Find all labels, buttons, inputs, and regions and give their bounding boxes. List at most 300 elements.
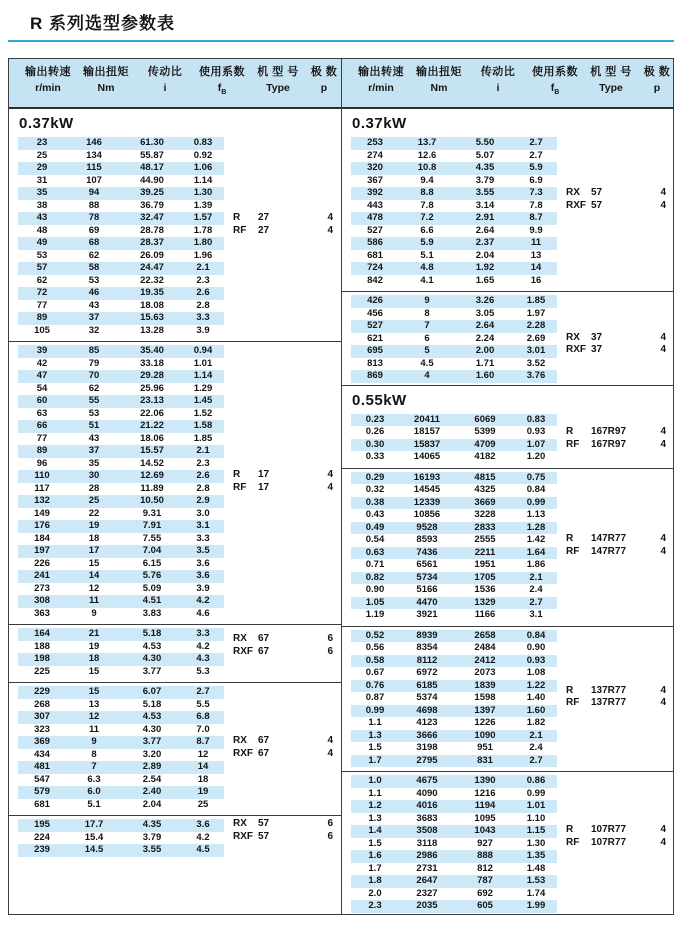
table-cell: 605 bbox=[477, 900, 493, 911]
table-row bbox=[18, 736, 224, 749]
table-row bbox=[18, 312, 224, 325]
table-cell: 89 bbox=[36, 445, 48, 456]
column-header-unit: r/min bbox=[368, 81, 394, 94]
table-cell: 2.28 bbox=[526, 320, 546, 331]
table-cell: 37 bbox=[88, 445, 100, 456]
table-cell: 4.35 bbox=[475, 162, 495, 173]
type-label bbox=[566, 824, 666, 849]
table-cell: 1.22 bbox=[526, 679, 546, 691]
table-cell: 18 bbox=[88, 532, 100, 544]
table-row bbox=[18, 225, 224, 238]
table-cell: 5.1 bbox=[87, 798, 101, 810]
table-cell: 0.30 bbox=[365, 438, 385, 450]
table-cell: 3228 bbox=[474, 509, 496, 520]
table-cell: 5 bbox=[424, 345, 430, 356]
table-cell: 481 bbox=[34, 761, 50, 772]
table-row bbox=[18, 150, 224, 163]
table-cell: 6.0 bbox=[87, 786, 101, 797]
table-cell: 43 bbox=[88, 299, 100, 311]
table-row bbox=[351, 888, 557, 901]
table-cell: 22.06 bbox=[140, 407, 164, 419]
table-cell: 3921 bbox=[416, 609, 438, 620]
table-cell: 32.47 bbox=[140, 212, 164, 223]
table-row bbox=[351, 630, 557, 643]
type-label bbox=[233, 735, 333, 760]
table-cell: 25 bbox=[36, 149, 48, 161]
table-cell: 18157 bbox=[413, 426, 441, 437]
table-cell: 2.1 bbox=[529, 571, 543, 583]
table-cell: 10856 bbox=[413, 509, 441, 520]
table-cell: 149 bbox=[34, 507, 50, 519]
table-cell: 8939 bbox=[416, 629, 438, 641]
table-cell: 6.8 bbox=[196, 711, 210, 722]
table-cell: 4.3 bbox=[196, 653, 210, 664]
column-header-unit: $f_B$ bbox=[217, 81, 227, 97]
table-cell: 2.37 bbox=[475, 237, 495, 248]
table-row bbox=[351, 484, 557, 497]
type-label bbox=[566, 533, 666, 558]
table-cell: 3508 bbox=[416, 825, 438, 836]
table-cell: 1.96 bbox=[193, 249, 213, 261]
table-cell: 8.7 bbox=[529, 212, 543, 223]
table-cell: 2.00 bbox=[475, 345, 495, 356]
table-cell: 1.01 bbox=[526, 800, 546, 811]
table-cell: 0.84 bbox=[526, 629, 546, 641]
table-cell: 2.9 bbox=[196, 495, 210, 506]
table-cell: 94 bbox=[88, 187, 100, 198]
table-cell: 6.9 bbox=[529, 174, 543, 186]
table-cell: 44.90 bbox=[140, 174, 164, 186]
table-cell: 15 bbox=[88, 686, 100, 697]
table-row bbox=[18, 583, 224, 596]
table-row bbox=[18, 420, 224, 433]
table-cell: 22 bbox=[88, 507, 100, 519]
type-model: 67 bbox=[258, 747, 270, 759]
table-cell: 1.82 bbox=[526, 717, 546, 728]
table-cell: 35 bbox=[36, 187, 48, 198]
table-cell: 0.38 bbox=[365, 496, 385, 508]
table-cell: 1.10 bbox=[526, 812, 546, 824]
table-cell: 3.77 bbox=[142, 665, 162, 677]
type-label-line bbox=[233, 482, 333, 495]
table-cell: 2.4 bbox=[529, 742, 543, 753]
table-cell: 15.57 bbox=[140, 445, 164, 456]
table-cell: 38 bbox=[36, 199, 48, 211]
table-cell: 1.92 bbox=[475, 262, 495, 273]
table-cell: 19 bbox=[88, 640, 100, 652]
table-cell: 2.89 bbox=[142, 761, 162, 772]
column-header-zh: 机 型 号 bbox=[257, 65, 299, 78]
table-row bbox=[18, 470, 224, 483]
table-cell: 4.6 bbox=[196, 607, 210, 619]
type-label-line bbox=[233, 633, 333, 646]
table-cell: 48.17 bbox=[140, 162, 164, 173]
table-cell: 3.3 bbox=[196, 532, 210, 544]
table-cell: 72 bbox=[36, 287, 48, 298]
table-cell: 35.40 bbox=[140, 345, 164, 356]
table-cell: 17.7 bbox=[84, 819, 104, 830]
table-cell: 4.2 bbox=[196, 640, 210, 652]
table-cell: 1.48 bbox=[526, 862, 546, 874]
table-row bbox=[351, 730, 557, 743]
table-cell: 268 bbox=[34, 698, 50, 710]
poles-value: 4 bbox=[660, 426, 666, 437]
data-block bbox=[9, 624, 341, 680]
table-cell: 2.6 bbox=[196, 470, 210, 481]
table-cell: 2.7 bbox=[529, 596, 543, 608]
table-cell: 12 bbox=[88, 582, 100, 594]
table-cell: 0.99 bbox=[365, 704, 385, 716]
table-cell: 7.91 bbox=[142, 520, 162, 531]
table-cell: 146 bbox=[86, 137, 102, 148]
table-cell: 25.96 bbox=[140, 382, 164, 394]
table-cell: 57 bbox=[36, 262, 48, 273]
table-cell: 0.33 bbox=[365, 451, 385, 462]
table-row bbox=[18, 445, 224, 458]
table-cell: 1.5 bbox=[368, 742, 382, 753]
table-cell: 105 bbox=[34, 324, 50, 336]
table-row bbox=[18, 262, 224, 275]
table-cell: 3.55 bbox=[475, 187, 495, 198]
table-cell: 24.47 bbox=[140, 262, 164, 273]
column-header-unit: i bbox=[496, 81, 500, 94]
data-block bbox=[342, 135, 673, 289]
table-row bbox=[18, 458, 224, 471]
table-cell: 78 bbox=[88, 212, 100, 223]
table-cell: 0.92 bbox=[193, 149, 213, 161]
column-header-zh: 输出转速 bbox=[25, 65, 71, 78]
table-row bbox=[351, 497, 557, 510]
table-cell: 28.37 bbox=[140, 237, 164, 248]
poles-value: 4 bbox=[327, 747, 333, 759]
table-cell: 6185 bbox=[416, 679, 438, 691]
table-cell: 2.54 bbox=[142, 773, 162, 785]
table-cell: 0.23 bbox=[365, 413, 385, 425]
type-label bbox=[233, 469, 333, 494]
table-cell: 14 bbox=[88, 570, 100, 581]
table-cell: 1.85 bbox=[193, 432, 213, 444]
table-cell: 4815 bbox=[474, 471, 496, 483]
table-cell: 63 bbox=[36, 407, 48, 419]
column-header-unit: i bbox=[163, 81, 167, 94]
table-cell: 1.42 bbox=[526, 534, 546, 545]
table-cell: 39 bbox=[36, 345, 48, 356]
type-label-line bbox=[566, 824, 666, 837]
column-header-zh: 输出转速 bbox=[358, 65, 404, 78]
table-cell: 2412 bbox=[474, 654, 496, 666]
table-cell: 5.18 bbox=[142, 698, 162, 710]
table-row bbox=[18, 666, 224, 679]
table-cell: 2.1 bbox=[529, 729, 543, 741]
type-label bbox=[233, 818, 333, 843]
table-cell: 19 bbox=[197, 786, 209, 797]
table-cell: 18 bbox=[197, 773, 209, 785]
table-cell: 1.78 bbox=[193, 224, 213, 236]
table-cell: 39.25 bbox=[140, 187, 164, 198]
table-cell: 1.3 bbox=[368, 729, 382, 741]
table-cell: 46 bbox=[88, 287, 100, 298]
table-cell: 13 bbox=[530, 249, 542, 261]
table-cell: 6069 bbox=[474, 413, 496, 425]
table-cell: 6.6 bbox=[420, 224, 434, 236]
table-cell: 787 bbox=[477, 875, 493, 886]
table-row bbox=[351, 262, 557, 275]
table-row bbox=[18, 774, 224, 787]
table-cell: 2035 bbox=[416, 900, 438, 911]
table-row bbox=[18, 300, 224, 313]
table-cell: 2.40 bbox=[142, 786, 162, 797]
table-cell: 16 bbox=[530, 274, 542, 286]
table-cell: 2647 bbox=[416, 875, 438, 886]
table-cell: 426 bbox=[367, 295, 383, 306]
table-row bbox=[351, 175, 557, 188]
table-cell: 0.86 bbox=[526, 775, 546, 786]
table-cell: 0.76 bbox=[365, 679, 385, 691]
table-cell: 478 bbox=[367, 212, 383, 223]
column-header-unit: p bbox=[653, 81, 661, 94]
table-row bbox=[351, 667, 557, 680]
column-header bbox=[528, 65, 582, 101]
table-cell: 434 bbox=[34, 748, 50, 760]
poles-value: 6 bbox=[327, 633, 333, 645]
table-row bbox=[351, 320, 557, 333]
poles-value: 4 bbox=[660, 836, 666, 848]
poles-value: 4 bbox=[327, 481, 333, 493]
table-cell: 0.75 bbox=[526, 471, 546, 483]
table-cell: 12339 bbox=[413, 496, 441, 508]
table-cell: 21 bbox=[88, 628, 100, 639]
table-cell: 367 bbox=[367, 174, 383, 186]
table-cell: 33.18 bbox=[140, 357, 164, 369]
table-cell: 23 bbox=[36, 137, 48, 148]
type-model: 57 bbox=[258, 830, 270, 842]
type-prefix: RXF bbox=[233, 830, 253, 842]
table-row bbox=[351, 609, 557, 622]
table-cell: 96 bbox=[36, 457, 48, 469]
table-cell: 53 bbox=[88, 407, 100, 419]
table-cell: 3.26 bbox=[475, 295, 495, 306]
table-cell: 61.30 bbox=[140, 137, 164, 148]
table-cell: 274 bbox=[367, 149, 383, 161]
table-cell: 695 bbox=[367, 345, 383, 356]
type-prefix: RF bbox=[233, 481, 247, 493]
table-cell: 77 bbox=[36, 299, 48, 311]
table-row bbox=[351, 333, 557, 346]
table-cell: 2.7 bbox=[529, 754, 543, 766]
table-cell: 1.52 bbox=[193, 407, 213, 419]
table-cell: 2833 bbox=[474, 521, 496, 533]
table-cell: 3.0 bbox=[196, 507, 210, 519]
column-header-unit: Nm bbox=[97, 81, 115, 94]
type-model: 147R77 bbox=[591, 533, 627, 544]
table-cell: 12 bbox=[197, 748, 209, 760]
table-cell: 89 bbox=[36, 312, 48, 323]
table-cell: 1.28 bbox=[526, 521, 546, 533]
table-row bbox=[18, 520, 224, 533]
table-cell: 2.7 bbox=[196, 686, 210, 697]
table-cell: 8354 bbox=[416, 642, 438, 653]
type-prefix: RF bbox=[566, 836, 580, 848]
column-headers bbox=[9, 59, 341, 109]
table-cell: 831 bbox=[477, 754, 493, 766]
type-label-line bbox=[566, 426, 666, 439]
column-header-unit: r/min bbox=[35, 81, 61, 94]
table-cell: 4.2 bbox=[196, 595, 210, 606]
table-row bbox=[351, 534, 557, 547]
table-cell: 2.3 bbox=[196, 457, 210, 469]
table-cell: 5.5 bbox=[196, 698, 210, 710]
table-cell: 3.14 bbox=[475, 199, 495, 211]
table-cell: 2.64 bbox=[475, 224, 495, 236]
table-cell: 7436 bbox=[416, 546, 438, 558]
table-row bbox=[18, 162, 224, 175]
table-cell: 3118 bbox=[416, 837, 438, 849]
table-row bbox=[351, 250, 557, 263]
table-cell: 66 bbox=[36, 420, 48, 431]
type-label bbox=[233, 212, 333, 237]
table-cell: 3.9 bbox=[196, 582, 210, 594]
table-row bbox=[351, 838, 557, 851]
table-row bbox=[18, 608, 224, 621]
table-cell: 88 bbox=[88, 199, 100, 211]
table-row bbox=[351, 800, 557, 813]
table-cell: 1.19 bbox=[365, 609, 385, 620]
table-cell: 4.1 bbox=[420, 274, 434, 286]
type-model: 57 bbox=[591, 199, 603, 211]
table-cell: 5.9 bbox=[420, 237, 434, 248]
column-header bbox=[307, 65, 341, 101]
table-cell: 19 bbox=[88, 520, 100, 531]
data-block bbox=[342, 468, 673, 624]
table-row bbox=[18, 641, 224, 654]
table-cell: 15 bbox=[88, 665, 100, 677]
type-prefix: R bbox=[566, 426, 574, 437]
table-cell: 2.1 bbox=[196, 445, 210, 456]
data-block bbox=[9, 682, 341, 813]
table-cell: 1.06 bbox=[193, 162, 213, 173]
table-row bbox=[18, 533, 224, 546]
table-cell: 2327 bbox=[416, 887, 438, 899]
table-cell: 54 bbox=[36, 382, 48, 394]
table-cell: 8112 bbox=[416, 654, 438, 666]
table-cell: 1.80 bbox=[193, 237, 213, 248]
table-cell: 70 bbox=[88, 370, 100, 381]
table-cell: 1951 bbox=[474, 559, 496, 570]
table-cell: 1.57 bbox=[193, 212, 213, 223]
type-model: 57 bbox=[591, 187, 603, 198]
title-underline bbox=[8, 40, 674, 42]
table-cell: 36.79 bbox=[140, 199, 164, 211]
table-row bbox=[18, 237, 224, 250]
table-row bbox=[351, 295, 557, 308]
table-row bbox=[351, 547, 557, 560]
table-cell: 5.18 bbox=[142, 628, 162, 639]
table-cell: 1.0 bbox=[368, 775, 382, 786]
table-cell: 1329 bbox=[474, 596, 496, 608]
table-cell: 2.8 bbox=[196, 299, 210, 311]
table-row bbox=[351, 572, 557, 585]
table-cell: 7 bbox=[91, 761, 97, 772]
table-cell: 2.04 bbox=[142, 798, 162, 810]
table-row bbox=[18, 483, 224, 496]
table-cell: 1.1 bbox=[368, 717, 382, 728]
column-header-zh: 输出扭矩 bbox=[83, 65, 129, 78]
table-cell: 19.35 bbox=[140, 287, 164, 298]
type-prefix: R bbox=[233, 212, 241, 223]
table-cell: 9.4 bbox=[420, 174, 434, 186]
table-row bbox=[351, 705, 557, 718]
table-cell: 49 bbox=[36, 237, 48, 248]
type-label-line bbox=[566, 837, 666, 850]
table-row bbox=[351, 559, 557, 572]
table-row bbox=[18, 628, 224, 641]
table-row bbox=[18, 844, 224, 857]
table-cell: 58 bbox=[88, 262, 100, 273]
table-cell: 1390 bbox=[474, 775, 496, 786]
table-cell: 0.93 bbox=[526, 426, 546, 437]
table-cell: 1.7 bbox=[368, 862, 382, 874]
table-cell: 115 bbox=[86, 162, 102, 173]
column-header bbox=[640, 65, 674, 101]
table-cell: 2658 bbox=[474, 629, 496, 641]
type-model: 17 bbox=[258, 481, 270, 493]
table-cell: 1.85 bbox=[526, 295, 546, 306]
table-cell: 30 bbox=[88, 470, 100, 481]
table-cell: 6 bbox=[424, 332, 430, 344]
table-row bbox=[18, 558, 224, 571]
table-cell: 2.4 bbox=[529, 584, 543, 595]
power-rating-label: 0.55kW bbox=[352, 391, 407, 409]
table-cell: 31 bbox=[36, 174, 48, 186]
table-row bbox=[351, 439, 557, 452]
table-cell: 13.28 bbox=[140, 324, 164, 336]
table-cell: 3666 bbox=[416, 729, 438, 741]
column-header bbox=[582, 65, 640, 101]
table-cell: 26.09 bbox=[140, 249, 164, 261]
table-cell: 1.30 bbox=[526, 837, 546, 849]
table-row bbox=[18, 408, 224, 421]
column-header-unit: p bbox=[320, 81, 328, 94]
table-cell: 1.2 bbox=[368, 800, 382, 811]
table-row bbox=[18, 325, 224, 338]
table-cell: 1.74 bbox=[526, 887, 546, 899]
table-row bbox=[18, 370, 224, 383]
table-row bbox=[351, 522, 557, 535]
type-model: 107R77 bbox=[591, 824, 627, 835]
table-cell: 1.7 bbox=[368, 754, 382, 766]
table-cell: 53 bbox=[36, 249, 48, 261]
type-model: 167R97 bbox=[591, 426, 627, 437]
table-cell: 869 bbox=[367, 370, 383, 381]
type-model: 107R77 bbox=[591, 836, 627, 848]
table-cell: 0.83 bbox=[193, 137, 213, 148]
type-label-line bbox=[233, 212, 333, 225]
table-row bbox=[18, 819, 224, 832]
table-cell: 51 bbox=[88, 420, 100, 431]
type-label-line bbox=[566, 697, 666, 710]
table-row bbox=[18, 175, 224, 188]
table-row bbox=[18, 799, 224, 812]
column-header bbox=[249, 65, 307, 101]
table-cell: 1.14 bbox=[193, 174, 213, 186]
table-row bbox=[18, 212, 224, 225]
table-cell: 4182 bbox=[474, 451, 496, 462]
table-cell: 28 bbox=[88, 482, 100, 494]
table-cell: 927 bbox=[477, 837, 493, 849]
column-header-zh: 传动比 bbox=[147, 65, 183, 78]
table-cell: 69 bbox=[88, 224, 100, 236]
page-title: R 系列选型参数表 bbox=[30, 14, 175, 33]
